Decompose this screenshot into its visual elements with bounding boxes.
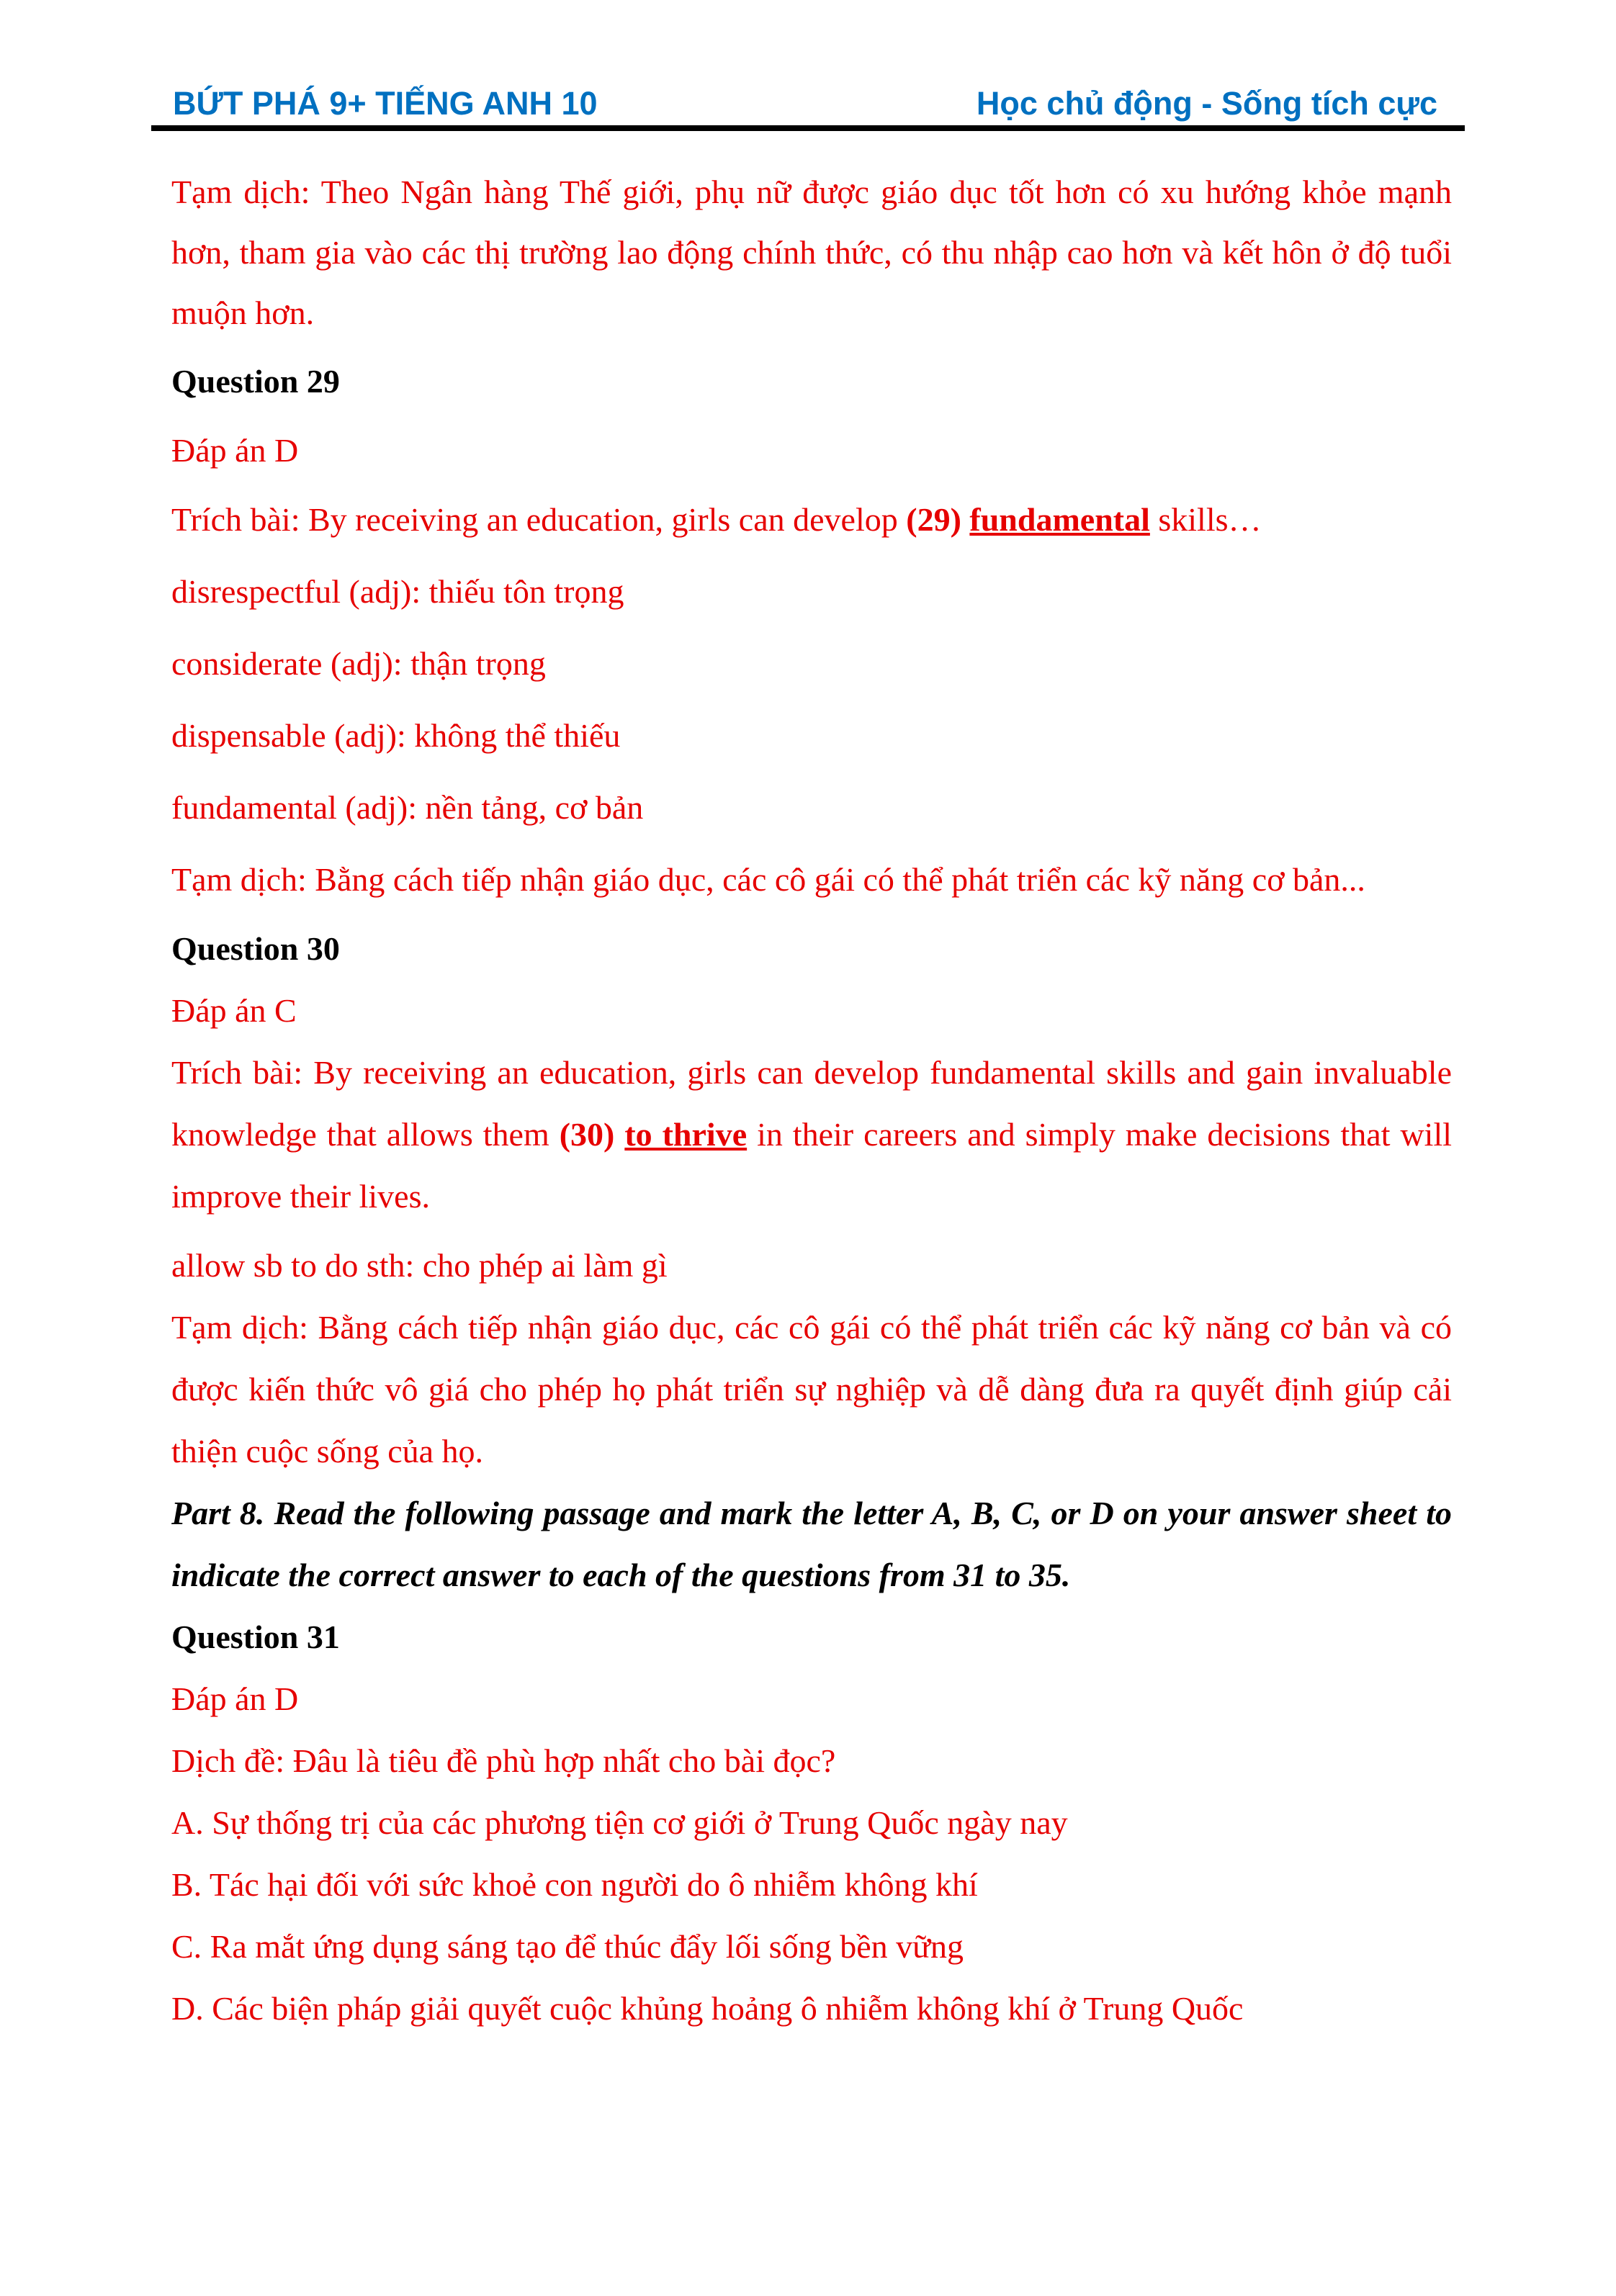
document-body bbox=[171, 162, 1452, 2040]
q30-excerpt bbox=[171, 1042, 1452, 1228]
q29-translation: Tạm dịch: Bằng cách tiếp nhận giáo dục, các cô gái có thể phát triển các kỹ năng cơ bản... bbox=[171, 861, 1365, 898]
q31-question: Dịch đề: Đâu là tiêu đề phù hợp nhất cho bài đọc? bbox=[171, 1742, 836, 1779]
vocab-item: disrespectful (adj): thiếu tôn trọng bbox=[171, 573, 624, 610]
header-divider bbox=[151, 125, 1465, 131]
q30-excerpt-pre: Trích bài: By receiving an education, girls can develop fundamental skills and gain invaluable knowledge that allows them bbox=[171, 1054, 1452, 1153]
q31-answer: Đáp án D bbox=[171, 1680, 299, 1717]
q30-excerpt-post: in their careers and simply make decisions that will improve their lives. bbox=[171, 1116, 1453, 1215]
q29-excerpt-number: (29) bbox=[906, 501, 961, 538]
q28-translation: Tạm dịch: Theo Ngân hàng Thế giới, phụ nữ được giáo dục tốt hơn có xu hướng khỏe mạnh hơn, tham gia vào các thị trường lao động chính thức, có thu nhập cao hơn và kết hôn ở độ tuổi muộn hơn. bbox=[171, 174, 1452, 331]
header-slogan: Học chủ động - Sống tích cực bbox=[976, 85, 1437, 122]
q30-structure: allow sb to do sth: cho phép ai làm gì bbox=[171, 1247, 668, 1284]
q31-option-d: D. Các biện pháp giải quyết cuộc khủng hoảng ô nhiễm không khí ở Trung Quốc bbox=[171, 1990, 1244, 2027]
q30-answer-key: to thrive bbox=[624, 1116, 748, 1153]
q31-option-c: C. Ra mắt ứng dụng sáng tạo để thúc đẩy lối sống bền vững bbox=[171, 1928, 964, 1965]
q29-title: Question 29 bbox=[171, 363, 340, 400]
q30-translation: Tạm dịch: Bằng cách tiếp nhận giáo dục, các cô gái có thể phát triển các kỹ năng cơ bản và có được kiến thức vô giá cho phép họ phát triển sự nghiệp và dễ dàng đưa ra quyết định giúp cải thiện cuộc sống của họ. bbox=[171, 1309, 1452, 1469]
q29-answer-key: fundamental bbox=[969, 501, 1150, 538]
q31-option-a: A. Sự thống trị của các phương tiện cơ giới ở Trung Quốc ngày nay bbox=[171, 1804, 1068, 1841]
vocab-item: fundamental (adj): nền tảng, cơ bản bbox=[171, 789, 644, 826]
q31-title: Question 31 bbox=[171, 1619, 340, 1655]
q29-excerpt-post: skills… bbox=[1149, 501, 1262, 538]
header-book-title: BỨT PHÁ 9+ TIẾNG ANH 10 bbox=[173, 85, 598, 122]
q31-option-b: B. Tác hại đối với sức khoẻ con người do ô nhiễm không khí bbox=[171, 1866, 978, 1903]
q30-answer: Đáp án C bbox=[171, 992, 297, 1029]
q30-excerpt-number: (30) bbox=[559, 1116, 615, 1153]
q29-excerpt-pre: Trích bài: By receiving an education, girls can develop bbox=[171, 501, 907, 538]
vocab-item: dispensable (adj): không thể thiếu bbox=[171, 717, 621, 754]
q29-answer: Đáp án D bbox=[171, 432, 299, 469]
part8-instruction: Part 8. Read the following passage and mark the letter A, B, C, or D on your answer sheet to indicate the correct answer to each of the questions from 31 to 35. bbox=[171, 1495, 1452, 1593]
q30-title: Question 30 bbox=[171, 930, 340, 967]
vocab-item: considerate (adj): thận trọng bbox=[171, 645, 546, 682]
page-header bbox=[151, 81, 1465, 127]
q29-excerpt bbox=[171, 489, 1452, 551]
